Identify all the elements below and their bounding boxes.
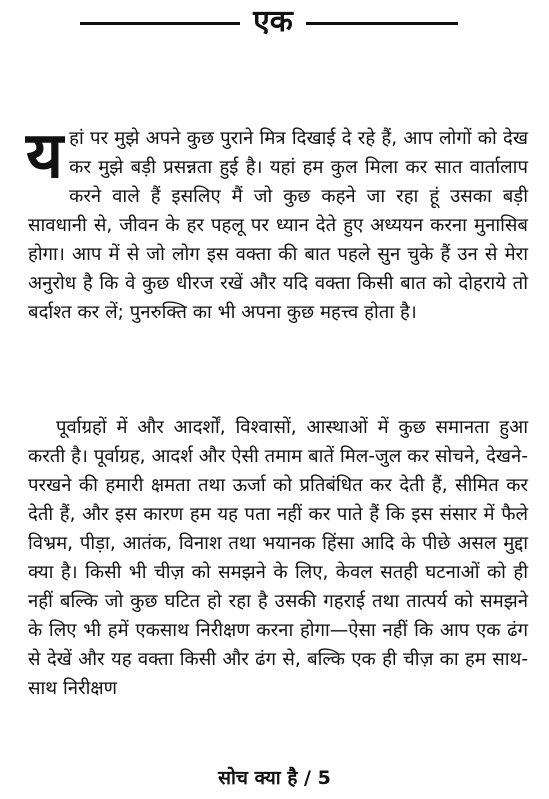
paragraph-1 bbox=[26, 119, 528, 384]
paragraph-2-text: पूर्वाग्रहों में और आदर्शों, विश्वासों, आस्थाओं में कुछ समानता हुआ करती है। पूर्वाग्रह, आदर्श और ऐसी तमाम बातें मिल-जुल कर सोचने, देखने-परखने की हमारी क्षमता तथा ऊर्जा को प्रतिबंधित कर देती हैं, सीमित कर देती हैं, और इस कारण हम यह पता नहीं कर पाते हैं कि इस संसार में फैले विभ्रम, पीड़ा, आतंक, विनाश तथा भयानक हिंसा आदि के पीछे असल मुद्दा क्या है। किसी भी चीज़ को समझने के लिए, केवल सतही घटनाओं को ही नहीं बल्कि जो कुछ घटित हो रहा है उसकी गहराई तथा तात्पर्य को समझने के लिए भी हमें एकसाथ निरीक्षण करना होगा—ऐसा नहीं कि आप एक ढंग से देखें और यह वक्ता किसी और ढंग से, बल्कि एक ही चीज़ का हम साथ-साथ निरीक्षण bbox=[28, 417, 528, 699]
paragraph-2 bbox=[28, 413, 528, 753]
page-footer: सोच क्या है / 5 bbox=[218, 767, 331, 789]
header-rule-left bbox=[80, 22, 240, 25]
drop-cap: य bbox=[26, 119, 64, 193]
chapter-title: एक bbox=[253, 4, 293, 39]
paragraph-1-text: हां पर मुझे अपने कुछ पुराने मित्र दिखाई दे रहे हैं, आप लोगों को देख कर मुझे बड़ी प्रसन्नता हुई है। यहां हम कुल मिला कर सात वार्तालाप करने वाले हैं इसलिए मैं जो कुछ कहने जा रहा हूं उसका बड़ी सावधानी से, जीवन के हर पहलू पर ध्यान देते हुए अध्ययन करना मुनासिब होगा। आप में से जो लोग इस वक्ता की बात पहले सुन चुके हैं उन से मेरा अनुरोध है कि वे कुछ धीरज रखें और यदि वक्ता किसी बात को दोहराये तो बर्दाश्त कर लें; पुनरुक्ति का भी अपना कुछ महत्त्व होता है। bbox=[28, 128, 528, 323]
header-rule-right bbox=[306, 22, 458, 25]
chapter-header bbox=[0, 6, 549, 42]
